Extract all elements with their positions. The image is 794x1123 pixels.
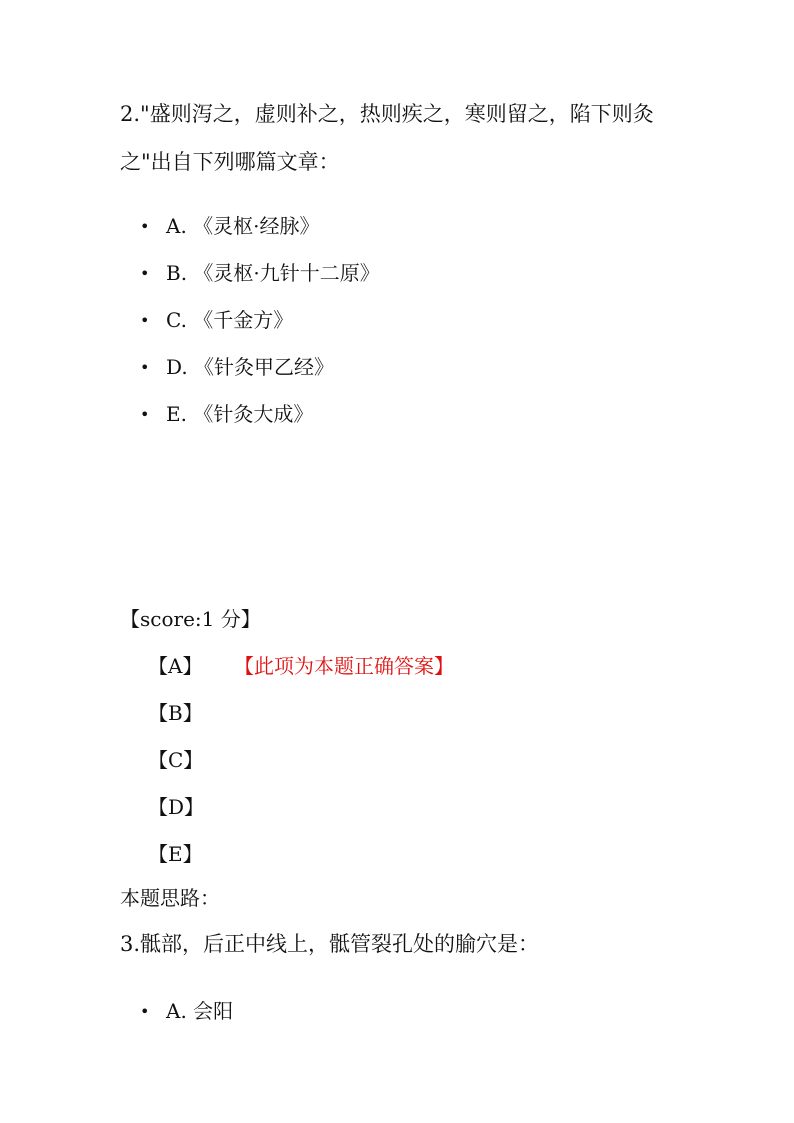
answer-row-a <box>148 643 454 690</box>
answer-row-e <box>148 831 454 878</box>
question-2-text: 2."盛则泻之，虚则补之，热则疾之，寒则留之，陷下则灸之"出自下列哪篇文章： <box>120 102 654 174</box>
question-3-text: 3.骶部，后正中线上，骶管裂孔处的腧穴是： <box>120 932 540 956</box>
option-b[interactable] <box>140 250 380 297</box>
answer-letter: 【C】 <box>148 748 204 772</box>
option-label: A. 《灵枢·经脉》 <box>166 214 320 238</box>
score-label: 【score:1 分】 <box>120 607 261 631</box>
option-d[interactable] <box>140 344 380 391</box>
answer-letter: 【A】 <box>148 654 203 678</box>
question-2-options <box>140 203 380 438</box>
answer-key <box>148 643 454 878</box>
bullet-icon: • <box>140 1002 150 1021</box>
bullet-icon: • <box>140 264 150 283</box>
question-3-options <box>140 988 233 1035</box>
option-label: B. 《灵枢·九针十二原》 <box>166 261 380 285</box>
option-a[interactable] <box>140 988 233 1035</box>
answer-letter: 【D】 <box>148 795 205 819</box>
bullet-icon: • <box>140 405 150 424</box>
answer-letter: 【E】 <box>148 842 203 866</box>
option-label: A. 会阳 <box>166 999 234 1023</box>
correct-answer-mark: 【此项为本题正确答案】 <box>234 654 454 678</box>
answer-letter: 【B】 <box>148 701 203 725</box>
bullet-icon: • <box>140 358 150 377</box>
option-label: D. 《针灸甲乙经》 <box>166 355 335 379</box>
answer-row-c <box>148 737 454 784</box>
option-e[interactable] <box>140 391 380 438</box>
bullet-icon: • <box>140 217 150 236</box>
option-c[interactable] <box>140 297 380 344</box>
answer-row-b <box>148 690 454 737</box>
option-a[interactable] <box>140 203 380 250</box>
reasoning-label: 本题思路： <box>120 886 220 910</box>
answer-row-d <box>148 784 454 831</box>
bullet-icon: • <box>140 311 150 330</box>
option-label: E. 《针灸大成》 <box>166 402 314 426</box>
option-label: C. 《千金方》 <box>166 308 294 332</box>
